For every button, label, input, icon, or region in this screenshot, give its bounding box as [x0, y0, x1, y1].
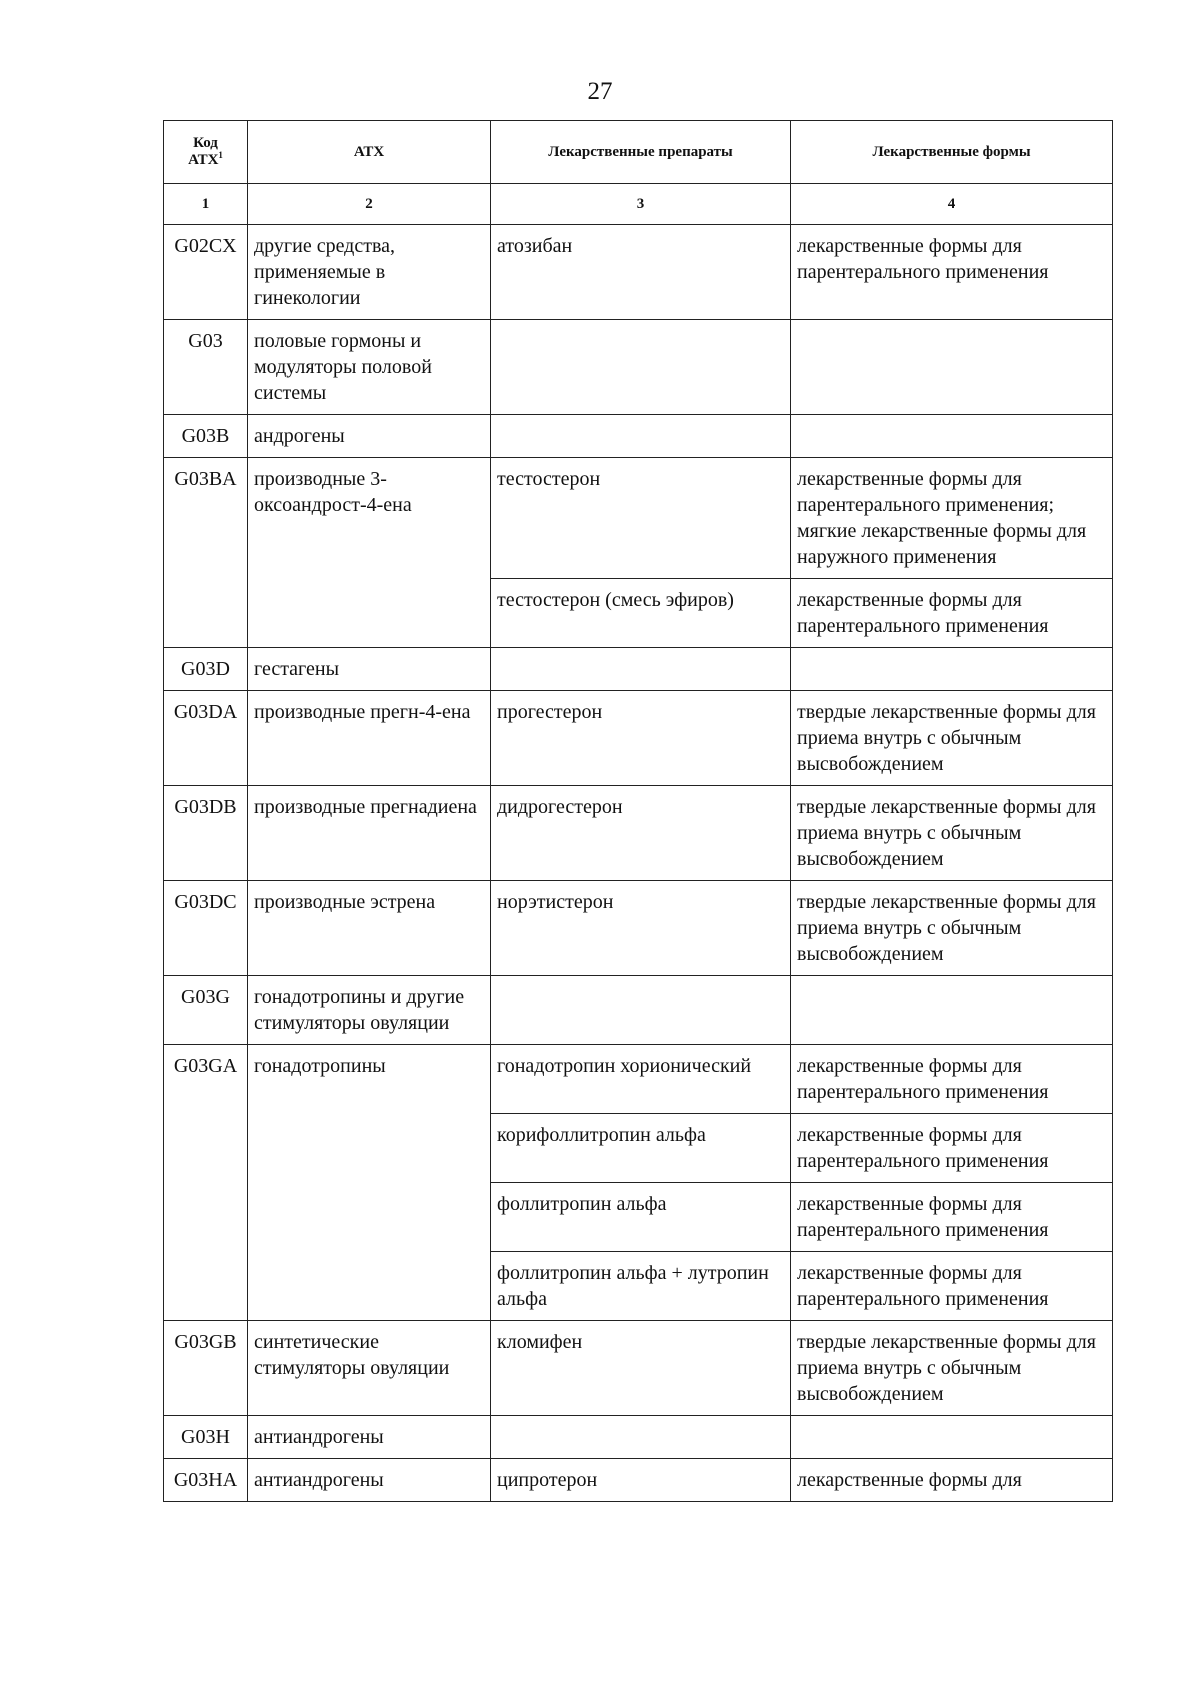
atc-name-cell: другие средства, применяемые в гинекологии — [248, 225, 491, 320]
column-number: 4 — [791, 184, 1113, 225]
dosage-form-cell: твердые лекарственные формы для приема внутрь с обычным высвобождением — [791, 786, 1113, 881]
drug-cell — [491, 648, 791, 691]
header-code-label-atx: АТХ — [188, 152, 219, 168]
drug-cell: ципротерон — [491, 1459, 791, 1502]
table-row — [164, 225, 1113, 320]
drug-cell: кломифен — [491, 1321, 791, 1416]
header-atc-code — [164, 121, 248, 184]
atc-code-cell: G03D — [164, 648, 248, 691]
dosage-form-cell — [791, 320, 1113, 415]
atc-name-cell: антиандрогены — [248, 1459, 491, 1502]
table-row — [164, 786, 1113, 881]
drug-cell: атозибан — [491, 225, 791, 320]
atc-code-cell: G03B — [164, 415, 248, 458]
dosage-form-cell — [791, 415, 1113, 458]
column-number-row — [164, 184, 1113, 225]
atc-code-cell: G02CX — [164, 225, 248, 320]
table-row — [164, 1459, 1113, 1502]
page-number: 27 — [587, 78, 613, 105]
table-row — [164, 415, 1113, 458]
dosage-form-cell: лекарственные формы для парентерального применения; мягкие лекарственные формы для наружного применения — [791, 458, 1113, 579]
table-row — [164, 1045, 1113, 1114]
atc-code-cell: G03DA — [164, 691, 248, 786]
table-row — [164, 1321, 1113, 1416]
atc-code-cell: G03GA — [164, 1045, 248, 1321]
atc-code-cell: G03G — [164, 976, 248, 1045]
drug-cell — [491, 415, 791, 458]
table-row — [164, 1416, 1113, 1459]
table-row — [164, 881, 1113, 976]
drug-cell — [491, 320, 791, 415]
atc-name-cell: гонадотропины — [248, 1045, 491, 1321]
drug-cell: гонадотропин хорионический — [491, 1045, 791, 1114]
table-header-row — [164, 121, 1113, 184]
dosage-form-cell — [791, 976, 1113, 1045]
dosage-form-cell: лекарственные формы для парентерального применения — [791, 1045, 1113, 1114]
drug-cell: тестостерон — [491, 458, 791, 579]
drug-cell: тестостерон (смесь эфиров) — [491, 579, 791, 648]
dosage-form-cell: лекарственные формы для парентерального применения — [791, 1252, 1113, 1321]
drug-cell: фоллитропин альфа — [491, 1183, 791, 1252]
atc-name-cell: производные прегнадиена — [248, 786, 491, 881]
table-row — [164, 648, 1113, 691]
atc-code-cell: G03BA — [164, 458, 248, 648]
atc-name-cell: производные прегн-4-ена — [248, 691, 491, 786]
drug-cell: корифоллитропин альфа — [491, 1114, 791, 1183]
dosage-form-cell — [791, 648, 1113, 691]
drug-cell: фоллитропин альфа + лутропин альфа — [491, 1252, 791, 1321]
dosage-form-cell: лекарственные формы для парентерального применения — [791, 1183, 1113, 1252]
atc-code-cell: G03 — [164, 320, 248, 415]
table-row — [164, 976, 1113, 1045]
atc-name-cell: производные эстрена — [248, 881, 491, 976]
dosage-form-cell: твердые лекарственные формы для приема внутрь с обычным высвобождением — [791, 881, 1113, 976]
dosage-form-cell — [791, 1416, 1113, 1459]
drug-cell: дидрогестерон — [491, 786, 791, 881]
atc-name-cell: гестагены — [248, 648, 491, 691]
column-number: 3 — [491, 184, 791, 225]
dosage-form-cell: лекарственные формы для парентерального применения — [791, 579, 1113, 648]
dosage-form-cell: лекарственные формы для парентерального применения — [791, 1114, 1113, 1183]
header-code-label: Код — [193, 135, 218, 151]
column-number: 2 — [248, 184, 491, 225]
atc-code-cell: G03GB — [164, 1321, 248, 1416]
table-row — [164, 691, 1113, 786]
table-row — [164, 458, 1113, 579]
drug-cell: прогестерон — [491, 691, 791, 786]
atc-name-cell: андрогены — [248, 415, 491, 458]
dosage-form-cell: твердые лекарственные формы для приема внутрь с обычным высвобождением — [791, 1321, 1113, 1416]
atc-name-cell: антиандрогены — [248, 1416, 491, 1459]
atc-name-cell: синтетические стимуляторы овуляции — [248, 1321, 491, 1416]
header-dosage-forms: Лекарственные формы — [791, 121, 1113, 184]
atc-code-cell: G03H — [164, 1416, 248, 1459]
atc-drug-table — [163, 120, 1113, 1502]
dosage-form-cell: лекарственные формы для — [791, 1459, 1113, 1502]
dosage-form-cell: твердые лекарственные формы для приема внутрь с обычным высвобождением — [791, 691, 1113, 786]
drug-cell: норэтистерон — [491, 881, 791, 976]
atc-code-cell: G03DB — [164, 786, 248, 881]
atc-code-cell: G03DC — [164, 881, 248, 976]
table-row — [164, 320, 1113, 415]
dosage-form-cell: лекарственные формы для парентерального применения — [791, 225, 1113, 320]
column-number: 1 — [164, 184, 248, 225]
atc-name-cell: гонадотропины и другие стимуляторы овуляции — [248, 976, 491, 1045]
header-atc: АТХ — [248, 121, 491, 184]
drug-cell — [491, 976, 791, 1045]
drug-cell — [491, 1416, 791, 1459]
atc-name-cell: половые гормоны и модуляторы половой системы — [248, 320, 491, 415]
atc-name-cell: производные 3-оксоандрост-4-ена — [248, 458, 491, 648]
atc-code-cell: G03HA — [164, 1459, 248, 1502]
header-drugs: Лекарственные препараты — [491, 121, 791, 184]
footnote-marker: 1 — [218, 150, 223, 160]
